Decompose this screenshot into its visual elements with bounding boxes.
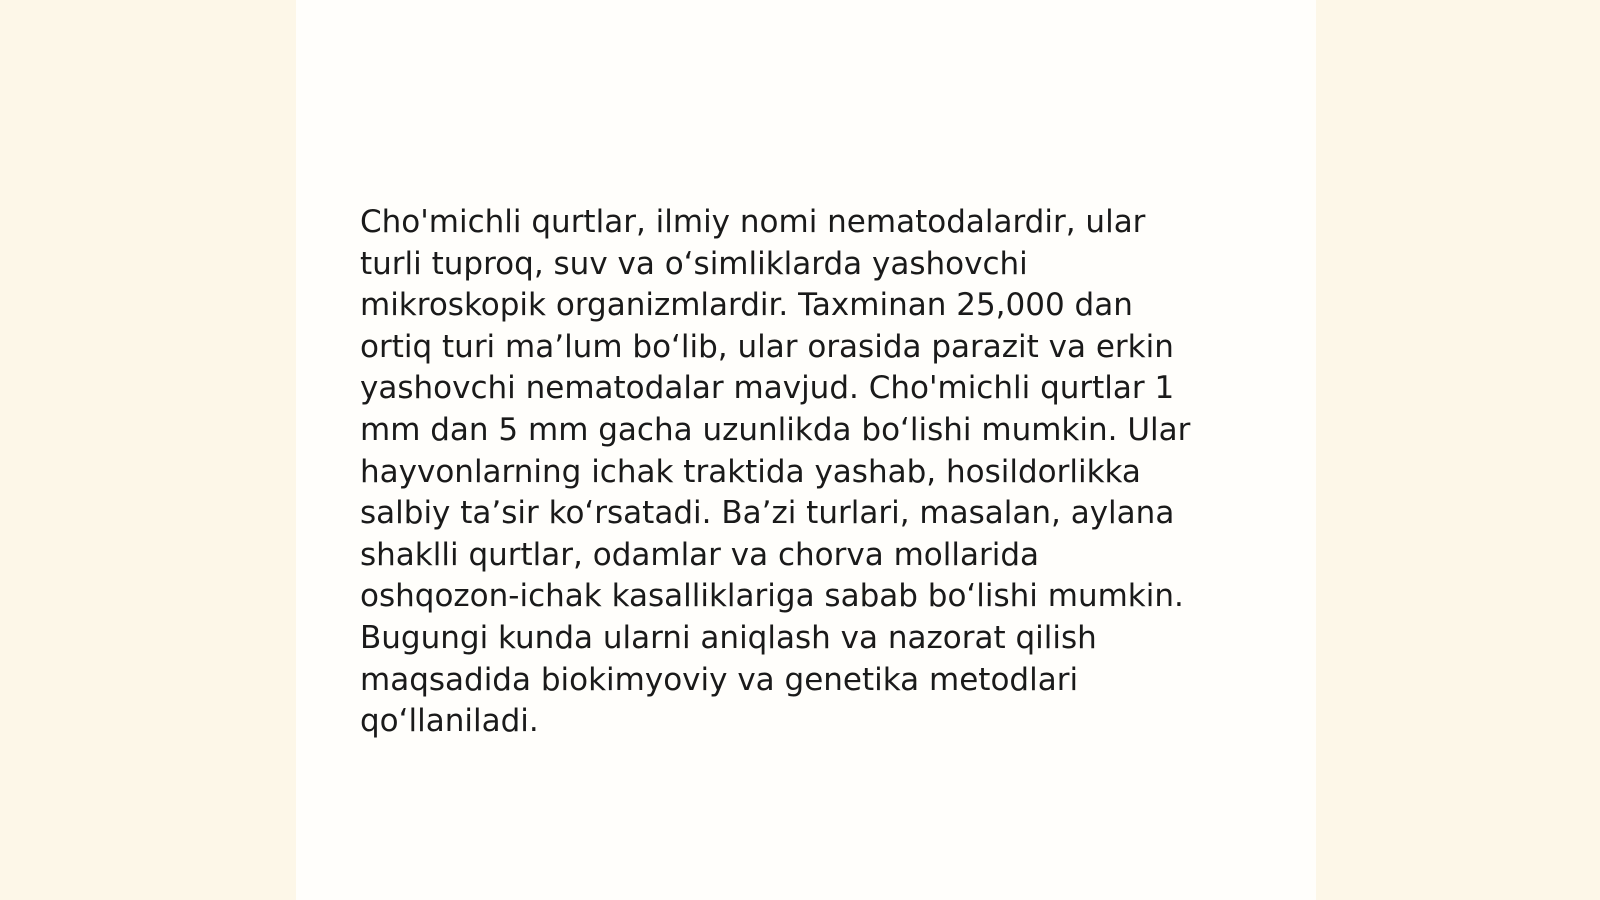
text-line: shaklli qurtlar, odamlar va chorva mollarida [360, 536, 1039, 573]
text-line: mm dan 5 mm gacha uzunlikda boʻlishi mumkin. Ular [360, 411, 1191, 448]
text-line: mikroskopik organizmlardir. Taxminan 25,000 dan [360, 287, 1133, 324]
text-line: oshqozon-ichak kasalliklariga sabab boʻlishi mumkin. [360, 578, 1184, 615]
text-line: Bugungi kunda ularni aniqlash va nazorat qilish [360, 619, 1097, 656]
text-line: yashovchi nematodalar mavjud. Cho'michli qurtlar 1 [360, 370, 1175, 407]
text-line: salbiy taʼsir koʻrsatadi. Baʼzi turlari, masalan, aylana [360, 495, 1175, 532]
text-line: Cho'michli qurtlar, ilmiy nomi nematodalardir, ular [360, 204, 1146, 240]
document-page [296, 0, 1316, 900]
text-line: hayvonlarning ichak traktida yashab, hosildorlikka [360, 453, 1141, 490]
text-line: ortiq turi maʼlum boʻlib, ular orasida parazit va erkin [360, 328, 1174, 365]
text-line: maqsadida biokimyoviy va genetika metodlari [360, 661, 1079, 698]
document-paragraph [360, 202, 1240, 743]
text-line: turli tuproq, suv va oʻsimliklarda yashovchi [360, 245, 1028, 282]
text-line: qoʻllaniladi. [360, 703, 539, 740]
